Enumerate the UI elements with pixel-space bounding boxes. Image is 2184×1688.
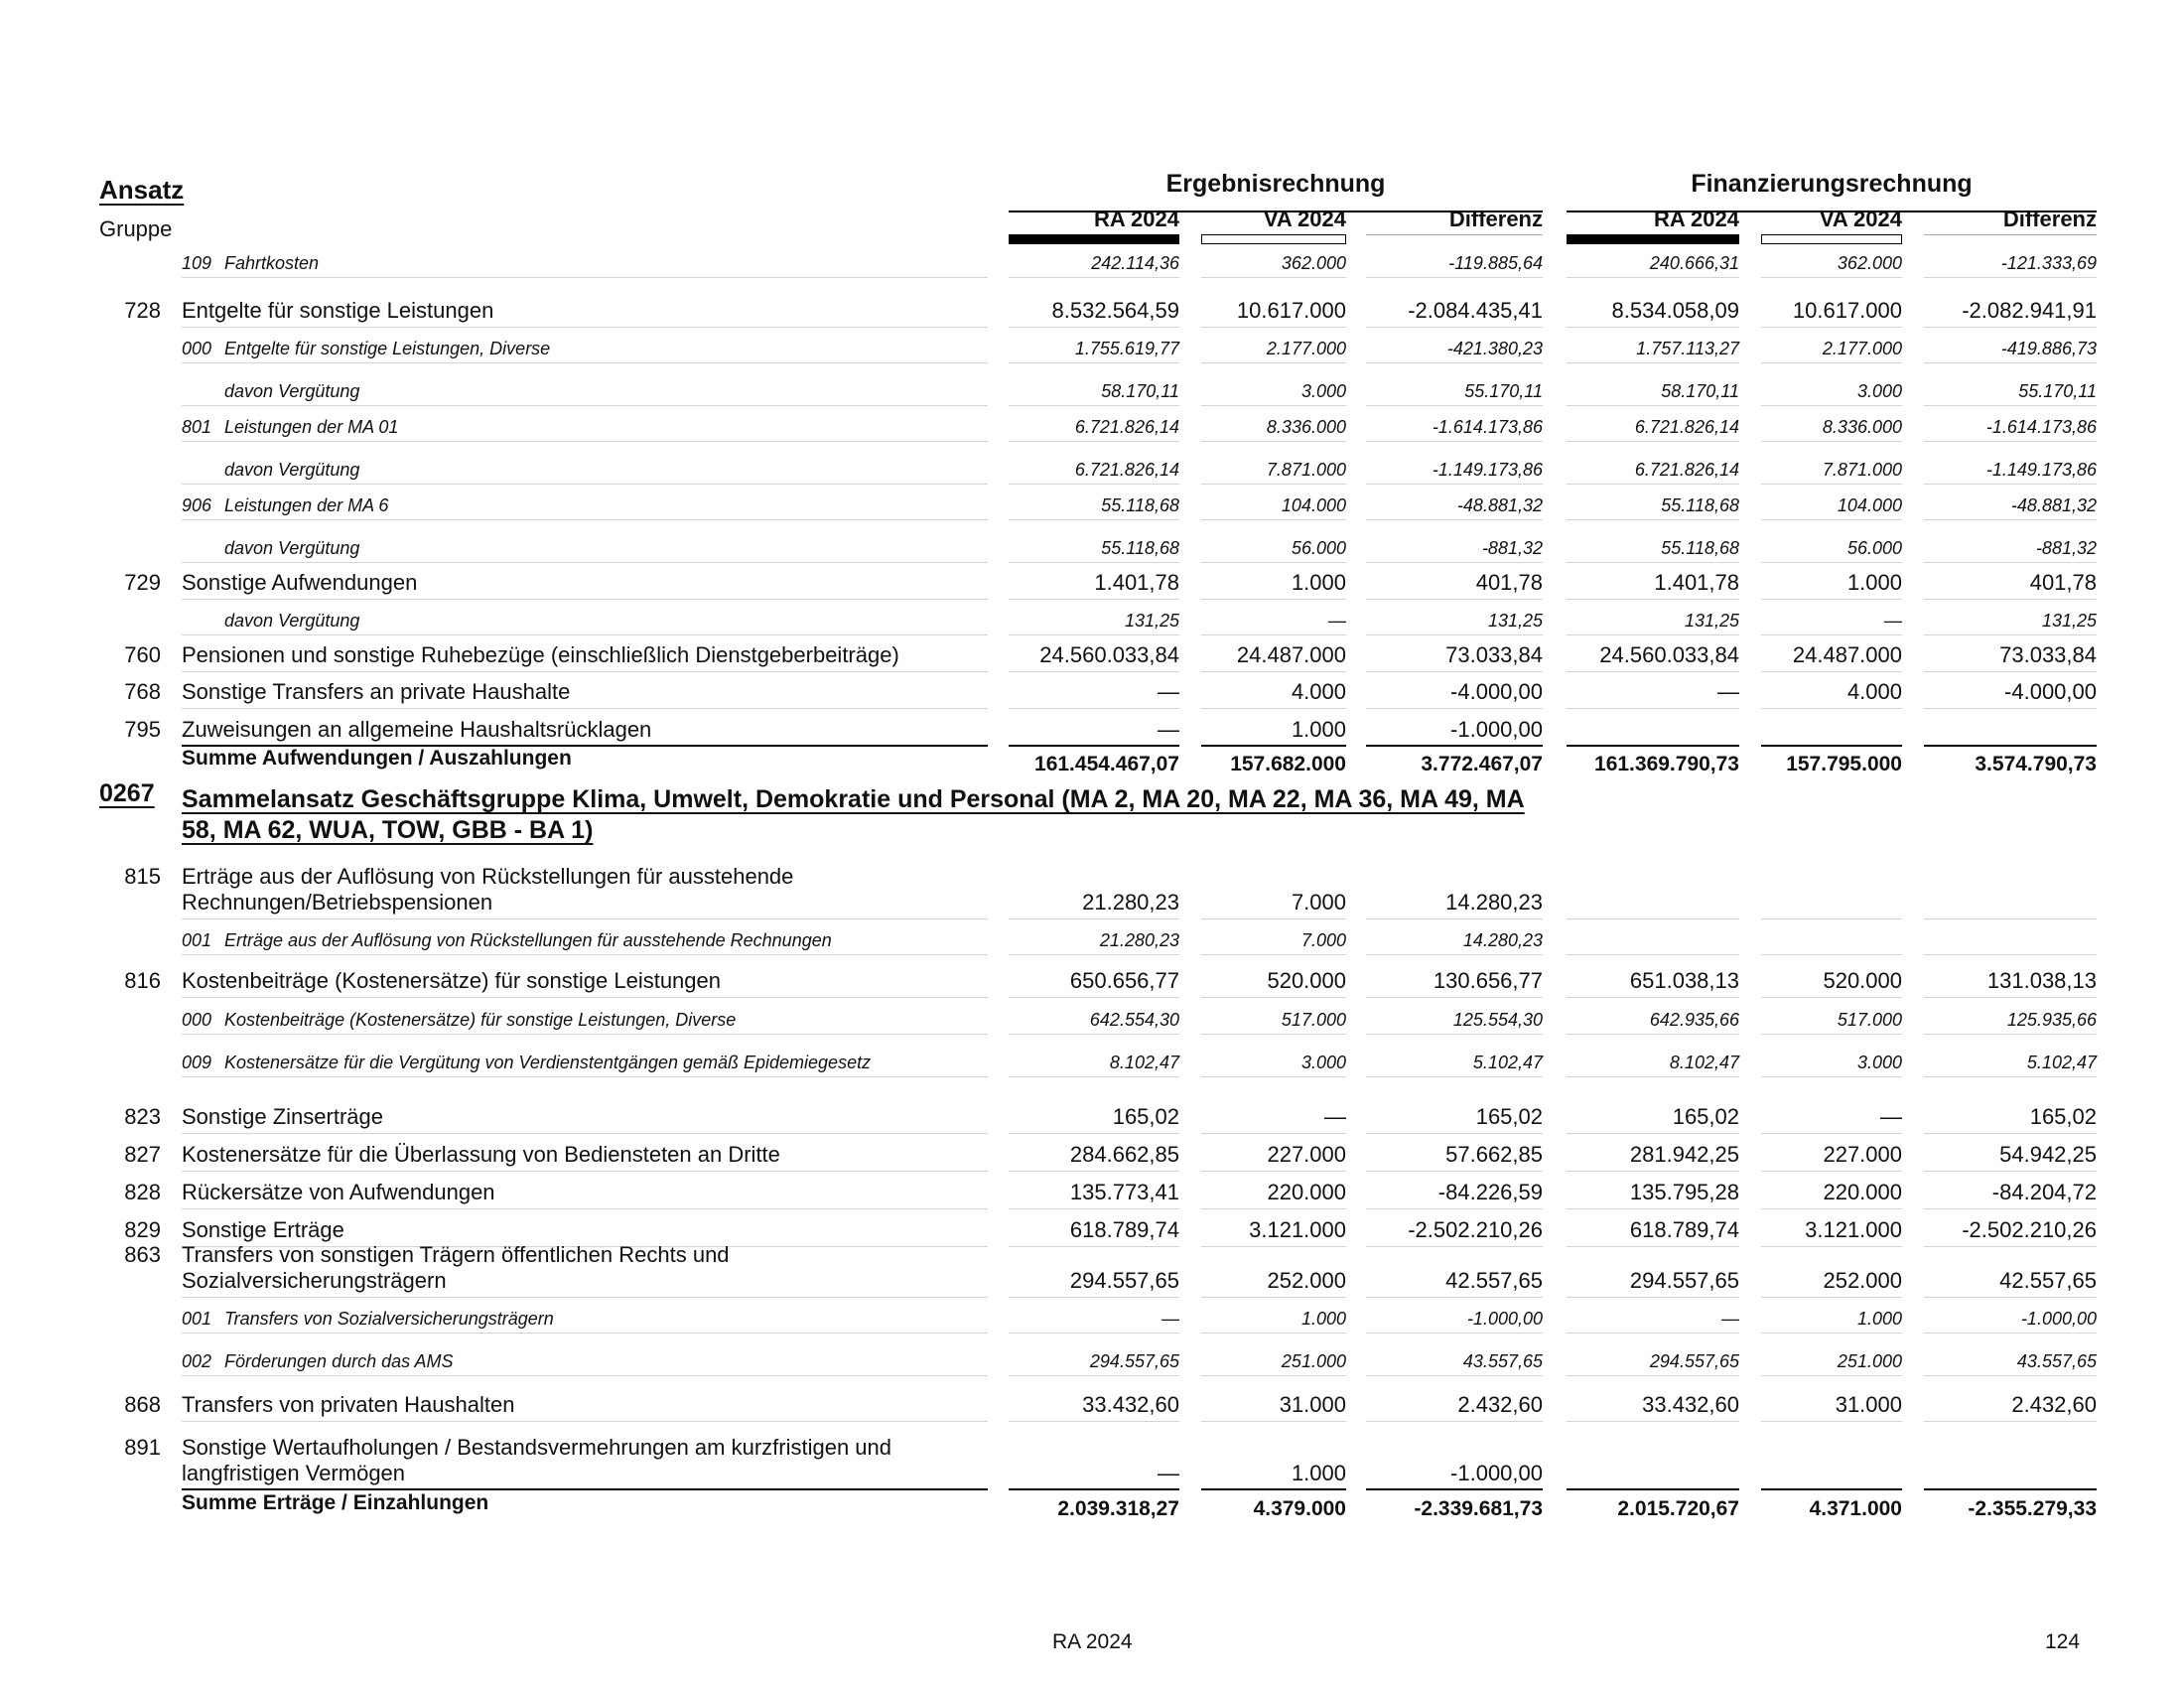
amount-cell: 220.000 bbox=[1823, 1180, 1902, 1204]
row-divider bbox=[1761, 1076, 1902, 1077]
column-header: VA 2024 bbox=[1201, 205, 1346, 235]
amount-cell: — bbox=[1884, 611, 1902, 631]
amount-cell: -2.355.279,33 bbox=[1968, 1497, 2097, 1520]
table-row bbox=[0, 441, 2184, 481]
account-code: 815 bbox=[124, 864, 161, 889]
amount-cell: 2.177.000 bbox=[1822, 339, 1902, 358]
row-divider bbox=[1366, 277, 1543, 278]
column-header: Differenz bbox=[1366, 205, 1543, 235]
sum-label: Summe Aufwendungen / Auszahlungen bbox=[182, 747, 572, 770]
table-row bbox=[0, 1128, 2184, 1168]
account-code: 829 bbox=[124, 1217, 161, 1242]
table-row bbox=[0, 362, 2184, 402]
amount-cell: 362.000 bbox=[1281, 253, 1346, 273]
amount-cell: — bbox=[1158, 717, 1179, 742]
table-row bbox=[0, 1290, 2184, 1330]
amount-cell: 517.000 bbox=[1837, 1010, 1902, 1030]
amount-cell: 642.935,66 bbox=[1649, 1010, 1739, 1030]
sub-account-code: 001 bbox=[182, 1309, 212, 1329]
row-divider bbox=[1761, 277, 1902, 278]
account-label: Kostenbeiträge (Kostenersätze) für sonstige Leistungen bbox=[182, 968, 721, 993]
amount-cell: 5.102,47 bbox=[1472, 1053, 1543, 1072]
amount-cell: — bbox=[1161, 1309, 1179, 1329]
amount-cell: -84.204,72 bbox=[1991, 1180, 2097, 1204]
amount-cell: 14.280,23 bbox=[1462, 930, 1543, 950]
row-divider bbox=[1567, 277, 1739, 278]
table-row bbox=[0, 1427, 2184, 1486]
account-code: 863 bbox=[124, 1242, 161, 1267]
account-label bbox=[182, 1435, 996, 1486]
amount-cell: 5.102,47 bbox=[2026, 1053, 2097, 1072]
table-row bbox=[0, 398, 2184, 438]
amount-cell: 104.000 bbox=[1837, 495, 1902, 515]
amount-cell: 242.114,36 bbox=[1091, 253, 1179, 273]
amount-cell: 165,02 bbox=[1475, 1104, 1543, 1129]
page-number: 124 bbox=[2045, 1630, 2081, 1653]
amount-cell: -1.000,00 bbox=[1466, 1309, 1543, 1329]
amount-cell: 252.000 bbox=[1823, 1268, 1902, 1293]
amount-cell: 8.534.058,09 bbox=[1611, 298, 1739, 323]
amount-cell: -1.614.173,86 bbox=[1985, 417, 2097, 437]
row-divider bbox=[1924, 1375, 2097, 1376]
group-title-ergebnisrechnung: Ergebnisrechnung bbox=[1009, 167, 1543, 212]
amount-cell: 161.369.790,73 bbox=[1594, 753, 1739, 775]
amount-cell: 8.336.000 bbox=[1822, 417, 1902, 437]
column-header: Differenz bbox=[1924, 205, 2097, 235]
row-divider bbox=[1201, 1421, 1346, 1422]
amount-cell: 58.170,11 bbox=[1661, 381, 1739, 401]
amount-cell: 3.000 bbox=[1300, 381, 1346, 401]
amount-cell: 6.721.826,14 bbox=[1634, 417, 1739, 437]
amount-cell: 131,25 bbox=[1487, 611, 1543, 631]
amount-cell: 6.721.826,14 bbox=[1074, 460, 1179, 480]
amount-cell: 7.000 bbox=[1300, 930, 1346, 950]
amount-cell: 104.000 bbox=[1281, 495, 1346, 515]
amount-cell: -2.082.941,91 bbox=[1962, 298, 2097, 323]
table-row bbox=[0, 284, 2184, 324]
amount-cell: — bbox=[1324, 1104, 1346, 1129]
amount-cell: 520.000 bbox=[1267, 968, 1346, 993]
amount-cell: -84.226,59 bbox=[1437, 1180, 1543, 1204]
table-row bbox=[0, 856, 2184, 915]
amount-cell: 517.000 bbox=[1281, 1010, 1346, 1030]
amount-cell: 2.432,60 bbox=[2011, 1392, 2097, 1417]
amount-cell: 3.000 bbox=[1856, 381, 1902, 401]
amount-cell: 24.560.033,84 bbox=[1599, 642, 1739, 667]
table-row bbox=[0, 234, 2184, 274]
row-divider bbox=[182, 277, 988, 278]
amount-cell: 157.795.000 bbox=[1786, 753, 1902, 775]
amount-cell: 3.121.000 bbox=[1249, 1217, 1346, 1242]
amount-cell: 1.401,78 bbox=[1654, 570, 1739, 595]
column-header: RA 2024 bbox=[1567, 205, 1739, 235]
amount-cell: 1.000 bbox=[1300, 1309, 1346, 1329]
amount-cell: 3.772.467,07 bbox=[1421, 753, 1543, 775]
amount-cell: -881,32 bbox=[1481, 538, 1543, 558]
account-code: 816 bbox=[124, 968, 161, 993]
row-divider bbox=[1761, 1421, 1902, 1422]
amount-cell: -1.000,00 bbox=[1450, 1461, 1543, 1485]
account-label: Entgelte für sonstige Leistungen bbox=[182, 298, 494, 323]
amount-cell: 7.871.000 bbox=[1266, 460, 1346, 480]
section-title-line1: Sammelansatz Geschäftsgruppe Klima, Umwelt, Demokratie und Personal (MA 2, MA 20, MA 22, MA 36, MA 49, MA bbox=[182, 785, 1525, 813]
row-divider bbox=[1201, 1076, 1346, 1077]
row-divider bbox=[1009, 1375, 1179, 1376]
amount-cell: 4.000 bbox=[1846, 679, 1902, 704]
amount-cell: 4.379.000 bbox=[1253, 1497, 1346, 1520]
amount-cell: 294.557,65 bbox=[1069, 1268, 1179, 1293]
amount-cell: 56.000 bbox=[1291, 538, 1346, 558]
amount-cell: 57.662,85 bbox=[1445, 1142, 1543, 1167]
amount-cell: 55.118,68 bbox=[1661, 538, 1739, 558]
table-row bbox=[0, 991, 2184, 1031]
amount-cell: 6.721.826,14 bbox=[1074, 417, 1179, 437]
amount-cell: 294.557,65 bbox=[1649, 1351, 1739, 1371]
table-row bbox=[0, 320, 2184, 359]
amount-cell: 650.656,77 bbox=[1069, 968, 1179, 993]
sum-label: Summe Erträge / Einzahlungen bbox=[182, 1491, 489, 1514]
amount-cell: 3.121.000 bbox=[1805, 1217, 1902, 1242]
account-label: Sonstige Erträge bbox=[182, 1217, 344, 1242]
amount-cell: -1.614.173,86 bbox=[1432, 417, 1543, 437]
amount-cell: 8.102,47 bbox=[1669, 1053, 1739, 1072]
table-row bbox=[0, 1090, 2184, 1130]
account-label: Rückersätze von Aufwendungen bbox=[182, 1180, 495, 1204]
sub-account-label: Fahrtkosten bbox=[224, 253, 320, 273]
row-divider bbox=[1366, 1421, 1543, 1422]
amount-cell: -419.886,73 bbox=[2000, 339, 2097, 358]
amount-cell: 651.038,13 bbox=[1629, 968, 1739, 993]
account-label: Pensionen und sonstige Ruhebezüge (einschließlich Dienstgeberbeiträge) bbox=[182, 642, 899, 667]
amount-cell: 73.033,84 bbox=[1999, 642, 2097, 667]
table-row bbox=[0, 556, 2184, 596]
amount-cell: 24.560.033,84 bbox=[1039, 642, 1179, 667]
ansatz-heading: Ansatz bbox=[99, 175, 185, 205]
amount-cell: 161.454.467,07 bbox=[1034, 753, 1179, 775]
account-label: Sonstige Transfers an private Haushalte bbox=[182, 679, 571, 704]
amount-cell: 55.118,68 bbox=[1101, 495, 1179, 515]
amount-cell: -119.885,64 bbox=[1448, 253, 1543, 273]
amount-cell: 240.666,31 bbox=[1649, 253, 1739, 273]
column-header: VA 2024 bbox=[1761, 205, 1902, 235]
table-row bbox=[0, 912, 2184, 951]
amount-cell: 135.795,28 bbox=[1629, 1180, 1739, 1204]
table-row bbox=[0, 776, 2184, 846]
amount-cell: 4.000 bbox=[1291, 679, 1346, 704]
section-code: 0267 bbox=[99, 779, 155, 807]
amount-cell: 55.170,11 bbox=[1464, 381, 1543, 401]
amount-cell: -2.339.681,73 bbox=[1414, 1497, 1543, 1520]
row-divider bbox=[1009, 1076, 1179, 1077]
amount-cell: 131,25 bbox=[1684, 611, 1739, 631]
davon-label: davon Vergütung bbox=[224, 460, 360, 480]
davon-label: davon Vergütung bbox=[224, 381, 360, 401]
amount-cell: — bbox=[1880, 1104, 1902, 1129]
row-divider bbox=[1924, 1076, 2097, 1077]
davon-label: davon Vergütung bbox=[224, 611, 360, 631]
amount-cell: 135.773,41 bbox=[1069, 1180, 1179, 1204]
amount-cell: 73.033,84 bbox=[1445, 642, 1543, 667]
amount-cell: -2.502.210,26 bbox=[1408, 1217, 1543, 1242]
amount-cell: 21.280,23 bbox=[1082, 890, 1179, 914]
sub-account-label: Leistungen der MA 01 bbox=[224, 417, 399, 437]
amount-cell: 165,02 bbox=[1672, 1104, 1739, 1129]
amount-cell: -1.149.173,86 bbox=[1985, 460, 2097, 480]
row-divider bbox=[1201, 277, 1346, 278]
amount-cell: 56.000 bbox=[1846, 538, 1902, 558]
amount-cell: -48.881,32 bbox=[1456, 495, 1543, 515]
table-row bbox=[0, 592, 2184, 632]
account-code: 868 bbox=[124, 1392, 161, 1417]
sub-account-code: 002 bbox=[182, 1351, 212, 1371]
amount-cell: -1.000,00 bbox=[2020, 1309, 2097, 1329]
amount-cell: 2.015.720,67 bbox=[1617, 1497, 1739, 1520]
amount-cell: 252.000 bbox=[1267, 1268, 1346, 1293]
row-divider bbox=[1009, 277, 1179, 278]
account-code: 891 bbox=[124, 1435, 161, 1460]
table-row bbox=[0, 629, 2184, 668]
sub-account-code: 000 bbox=[182, 1010, 212, 1030]
group-title-finanzierungsrechnung: Finanzierungsrechnung bbox=[1567, 167, 2097, 212]
sub-account-label: Kostenbeiträge (Kostenersätze) für sonstige Leistungen, Diverse bbox=[224, 1010, 737, 1030]
table-row bbox=[0, 477, 2184, 516]
amount-cell: 401,78 bbox=[1475, 570, 1543, 595]
row-divider bbox=[1366, 1076, 1543, 1077]
account-label-line1: Transfers von sonstigen Trägern öffentlichen Rechts und bbox=[182, 1242, 730, 1267]
amount-cell: 31.000 bbox=[1279, 1392, 1346, 1417]
amount-cell: 4.371.000 bbox=[1809, 1497, 1902, 1520]
sub-account-code: 906 bbox=[182, 495, 212, 515]
amount-cell: 642.554,30 bbox=[1089, 1010, 1179, 1030]
amount-cell: 8.102,47 bbox=[1109, 1053, 1179, 1072]
amount-cell: 1.000 bbox=[1291, 570, 1346, 595]
account-label: Sonstige Zinserträge bbox=[182, 1104, 383, 1129]
amount-cell: 2.177.000 bbox=[1266, 339, 1346, 358]
amount-cell: 55.118,68 bbox=[1661, 495, 1739, 515]
row-divider bbox=[1761, 1375, 1902, 1376]
amount-cell: 6.721.826,14 bbox=[1634, 460, 1739, 480]
row-divider bbox=[182, 1421, 988, 1422]
amount-cell: 251.000 bbox=[1837, 1351, 1902, 1371]
amount-cell: 157.682.000 bbox=[1230, 753, 1346, 775]
amount-cell: 131,25 bbox=[1124, 611, 1179, 631]
amount-cell: 58.170,11 bbox=[1101, 381, 1179, 401]
amount-cell: 2.039.318,27 bbox=[1057, 1497, 1179, 1520]
amount-cell: 618.789,74 bbox=[1069, 1217, 1179, 1242]
footer-report-label: RA 2024 bbox=[1052, 1630, 1133, 1653]
amount-cell: 42.557,65 bbox=[1445, 1268, 1543, 1293]
sub-account-label: Transfers von Sozialversicherungsträgern bbox=[224, 1309, 554, 1329]
amount-cell: 21.280,23 bbox=[1099, 930, 1179, 950]
amount-cell: 165,02 bbox=[1112, 1104, 1179, 1129]
amount-cell: 227.000 bbox=[1823, 1142, 1902, 1167]
row-divider bbox=[1567, 1375, 1739, 1376]
column-header: RA 2024 bbox=[1009, 205, 1179, 235]
table-row bbox=[0, 1166, 2184, 1205]
amount-cell: — bbox=[1721, 1309, 1739, 1329]
account-label-line2: langfristigen Vermögen bbox=[182, 1461, 406, 1485]
amount-cell: 130.656,77 bbox=[1433, 968, 1543, 993]
table-row bbox=[0, 1481, 2184, 1521]
account-label-line1: Sonstige Wertaufholungen / Bestandsvermehrungen am kurzfristigen und bbox=[182, 1435, 892, 1460]
amount-cell: 33.432,60 bbox=[1642, 1392, 1739, 1417]
amount-cell: 165,02 bbox=[2029, 1104, 2097, 1129]
sub-account-code: 009 bbox=[182, 1053, 212, 1072]
table-row bbox=[0, 954, 2184, 994]
amount-cell: 8.336.000 bbox=[1266, 417, 1346, 437]
amount-cell: -1.149.173,86 bbox=[1432, 460, 1543, 480]
amount-cell: -4.000,00 bbox=[1450, 679, 1543, 704]
amount-cell: 55.118,68 bbox=[1101, 538, 1179, 558]
amount-cell: 251.000 bbox=[1281, 1351, 1346, 1371]
sub-account-label: Förderungen durch das AMS bbox=[224, 1351, 454, 1371]
amount-cell: — bbox=[1158, 679, 1179, 704]
amount-cell: 3.574.790,73 bbox=[1975, 753, 2097, 775]
account-code: 795 bbox=[124, 717, 161, 742]
amount-cell: -421.380,23 bbox=[1446, 339, 1543, 358]
account-label: Transfers von privaten Haushalten bbox=[182, 1392, 515, 1417]
amount-cell: 54.942,25 bbox=[1999, 1142, 2097, 1167]
account-code: 760 bbox=[124, 642, 161, 667]
account-label-line2: Rechnungen/Betriebspensionen bbox=[182, 890, 493, 914]
amount-cell: 131,25 bbox=[2041, 611, 2097, 631]
table-row bbox=[0, 665, 2184, 705]
amount-cell: -121.333,69 bbox=[2000, 253, 2097, 273]
row-divider bbox=[1366, 1375, 1543, 1376]
sub-account-label: Erträge aus der Auflösung von Rückstellungen für ausstehende Rechnungen bbox=[224, 930, 832, 950]
amount-cell: 294.557,65 bbox=[1629, 1268, 1739, 1293]
sub-account-code: 001 bbox=[182, 930, 212, 950]
account-label bbox=[182, 1242, 996, 1294]
amount-cell: 3.000 bbox=[1856, 1053, 1902, 1072]
table-row bbox=[0, 1333, 2184, 1372]
amount-cell: 43.557,65 bbox=[2016, 1351, 2097, 1371]
section-title bbox=[182, 784, 1571, 846]
amount-cell: -4.000,00 bbox=[2004, 679, 2097, 704]
account-label-line2: Sozialversicherungsträgern bbox=[182, 1268, 447, 1293]
amount-cell: 31.000 bbox=[1835, 1392, 1902, 1417]
amount-cell: 618.789,74 bbox=[1629, 1217, 1739, 1242]
amount-cell: -881,32 bbox=[2035, 538, 2097, 558]
amount-cell: 24.487.000 bbox=[1236, 642, 1346, 667]
davon-label: davon Vergütung bbox=[224, 538, 360, 558]
amount-cell: 7.871.000 bbox=[1822, 460, 1902, 480]
account-label: Sonstige Aufwendungen bbox=[182, 570, 418, 595]
amount-cell: 55.170,11 bbox=[2018, 381, 2097, 401]
amount-cell: 3.000 bbox=[1300, 1053, 1346, 1072]
row-divider bbox=[1567, 1076, 1739, 1077]
amount-cell: -1.000,00 bbox=[1450, 717, 1543, 742]
amount-cell: 33.432,60 bbox=[1082, 1392, 1179, 1417]
account-code: 827 bbox=[124, 1142, 161, 1167]
table-row bbox=[0, 519, 2184, 559]
amount-cell: 8.532.564,59 bbox=[1051, 298, 1179, 323]
amount-cell: 220.000 bbox=[1267, 1180, 1346, 1204]
sub-account-code: 801 bbox=[182, 417, 212, 437]
row-divider bbox=[1924, 1421, 2097, 1422]
table-row bbox=[0, 1034, 2184, 1073]
account-label-line1: Erträge aus der Auflösung von Rückstellungen für ausstehende bbox=[182, 864, 794, 889]
table-row bbox=[0, 1234, 2184, 1294]
amount-cell: -48.881,32 bbox=[2010, 495, 2097, 515]
amount-cell: 131.038,13 bbox=[1986, 968, 2097, 993]
row-divider bbox=[1009, 1421, 1179, 1422]
row-divider bbox=[182, 1375, 988, 1376]
amount-cell: 42.557,65 bbox=[1999, 1268, 2097, 1293]
amount-cell: 1.755.619,77 bbox=[1074, 339, 1179, 358]
amount-cell: 125.935,66 bbox=[2006, 1010, 2097, 1030]
amount-cell: — bbox=[1158, 1461, 1179, 1485]
account-label bbox=[182, 864, 996, 915]
amount-cell: 14.280,23 bbox=[1445, 890, 1543, 914]
sub-account-code: 000 bbox=[182, 339, 212, 358]
amount-cell: 2.432,60 bbox=[1457, 1392, 1543, 1417]
amount-cell: 43.557,65 bbox=[1462, 1351, 1543, 1371]
account-code: 729 bbox=[124, 570, 161, 595]
account-label: Kostenersätze für die Überlassung von Bediensteten an Dritte bbox=[182, 1142, 780, 1167]
table-row bbox=[0, 737, 2184, 776]
section-title-line2: 58, MA 62, WUA, TOW, GBB - BA 1) bbox=[182, 816, 594, 844]
amount-cell: 401,78 bbox=[2029, 570, 2097, 595]
amount-cell: 227.000 bbox=[1267, 1142, 1346, 1167]
sub-account-label: Entgelte für sonstige Leistungen, Diverse bbox=[224, 339, 551, 358]
amount-cell: 1.000 bbox=[1291, 1461, 1346, 1485]
account-code: 823 bbox=[124, 1104, 161, 1129]
account-code: 728 bbox=[124, 298, 161, 323]
row-divider bbox=[182, 1076, 988, 1077]
amount-cell: 10.617.000 bbox=[1236, 298, 1346, 323]
amount-cell: 1.000 bbox=[1856, 1309, 1902, 1329]
row-divider bbox=[1201, 1375, 1346, 1376]
amount-cell: 520.000 bbox=[1823, 968, 1902, 993]
amount-cell: 125.554,30 bbox=[1452, 1010, 1543, 1030]
amount-cell: 362.000 bbox=[1837, 253, 1902, 273]
amount-cell: -2.084.435,41 bbox=[1408, 298, 1543, 323]
amount-cell: 294.557,65 bbox=[1089, 1351, 1179, 1371]
amount-cell: — bbox=[1328, 611, 1346, 631]
row-divider bbox=[1924, 277, 2097, 278]
gruppe-label: Gruppe bbox=[99, 216, 173, 241]
sub-account-code: 109 bbox=[182, 253, 212, 273]
account-code: 768 bbox=[124, 679, 161, 704]
amount-cell: 1.401,78 bbox=[1094, 570, 1179, 595]
amount-cell: — bbox=[1717, 679, 1739, 704]
amount-cell: 24.487.000 bbox=[1792, 642, 1902, 667]
amount-cell: 1.000 bbox=[1846, 570, 1902, 595]
amount-cell: 10.617.000 bbox=[1792, 298, 1902, 323]
amount-cell: 284.662,85 bbox=[1069, 1142, 1179, 1167]
amount-cell: 1.757.113,27 bbox=[1636, 339, 1739, 358]
account-label: Zuweisungen an allgemeine Haushaltsrücklagen bbox=[182, 717, 652, 742]
sub-account-label: Kostenersätze für die Vergütung von Verdienstentgängen gemäß Epidemiegesetz bbox=[224, 1053, 872, 1072]
account-code: 828 bbox=[124, 1180, 161, 1204]
amount-cell: -2.502.210,26 bbox=[1962, 1217, 2097, 1242]
amount-cell: 7.000 bbox=[1291, 890, 1346, 914]
table-row bbox=[0, 1378, 2184, 1418]
sub-account-label: Leistungen der MA 6 bbox=[224, 495, 389, 515]
amount-cell: 281.942,25 bbox=[1629, 1142, 1739, 1167]
row-divider bbox=[1567, 1421, 1739, 1422]
amount-cell: 1.000 bbox=[1291, 717, 1346, 742]
